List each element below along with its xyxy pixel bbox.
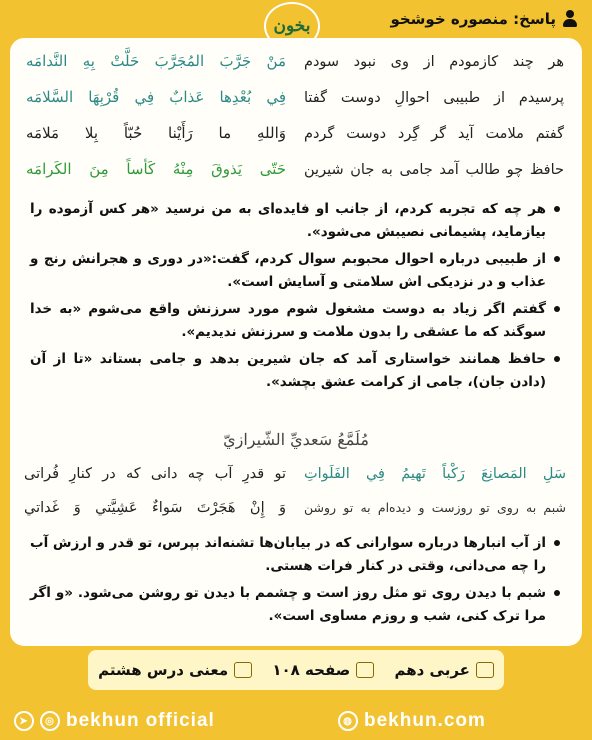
graduation-cap-icon — [476, 662, 494, 678]
globe-icon: ◍ — [338, 711, 358, 731]
logo-text: بخون — [273, 16, 311, 36]
section-title: مُلَمَّعُ سَعديِّ الشّيرازيّ — [223, 430, 369, 449]
persian-hemistich: هر چند کازمودم از وی نبود سودم — [304, 54, 564, 70]
persian-hemistich: تو قدرِ آب چه دانی که در کنارِ فُراتی — [24, 466, 286, 482]
book-icon — [356, 662, 374, 678]
user-icon — [234, 662, 252, 678]
social-brand: bekhun — [66, 710, 140, 731]
translation-item: از آب انبارها درباره سوارانی که در بیابان‌ها تشنه‌اند بپرس، تو قدر و ارزش آب را چه می‌دانی، وقتی در کنار فرات هستی. — [30, 532, 560, 578]
translation-item: هر چه که تجربه کردم، از جانب او فایده‌ای به من نرسید «هر کس آزموده را بیازماید، پشیمانی نصیبش می‌شود». — [30, 198, 560, 244]
social-suffix: official — [145, 710, 215, 731]
page-label: صفحه ۱۰۸ — [272, 661, 374, 679]
arabic-hemistich: فِي بُعْدِها عَذابٌ فِي قُرْبِهَا السَّلامَه — [26, 88, 286, 106]
translation-item: گفتم اگر زیاد به دوست مشغول شوم مورد سرزنش واقع می‌شوم «به خدا سوگند که ما عشقی را بدون ملامت و سرزنش ندیدیم». — [30, 298, 560, 344]
poem-line — [10, 86, 582, 120]
website-url: bekhun.com — [364, 710, 486, 731]
arabic-hemistich: وَ إِنْ هَجَرْتَ سَواءٌ عَشِيَّتي وَ غَداتي — [24, 500, 286, 516]
poem-line — [10, 50, 582, 84]
lesson-info-bar — [88, 650, 504, 690]
translation-list — [30, 532, 560, 632]
instagram-icon[interactable]: ◎ — [40, 711, 60, 731]
lesson-label: معنی درس هشتم — [98, 661, 252, 679]
persian-hemistich: حافظ چو طالب آمد جامی به جان شیرین — [304, 162, 564, 178]
translation-item: حافظ همانند خواستاری آمد که جان شیرین بدهد و جامی بستاند «تا از آن (دادن جان)، جامی از کرامت عشق بچشد». — [30, 348, 560, 394]
telegram-icon[interactable]: ➤ — [14, 711, 34, 731]
arabic-hemistich: وَاللهِ ما رَأَيْنا حُبّاً بِلا مَلامَه — [26, 124, 286, 142]
author-label: پاسخ: منصوره خوشخو — [390, 10, 556, 28]
arabic-hemistich: حَتّى يَذوقَ مِنْهُ كَأساً مِنَ الكَرامَه — [26, 160, 286, 178]
poem-line — [10, 158, 582, 192]
persian-hemistich: شبم به روی تو روزست و دیده‌ام به تو روشن — [304, 500, 566, 515]
poem-line — [10, 122, 582, 156]
grade-label: عربی دهم — [394, 661, 493, 679]
translation-list — [30, 198, 560, 398]
social-handle[interactable] — [14, 710, 215, 732]
author-line — [390, 8, 578, 30]
translation-item: شبم با دیدن روی تو مثل روز است و چشمم با دیدن تو روشن می‌شود. «و اگر مرا ترک کنی، شب و روزم مساوی است». — [30, 582, 560, 628]
content-card — [10, 38, 582, 646]
persian-hemistich: گفتم ملامت آید گر گِرد دوست گردم — [304, 126, 564, 142]
arabic-hemistich: مَنْ جَرَّبَ المُجَرَّبَ حَلَّتْ بِهِ النَّدامَه — [26, 52, 286, 70]
arabic-hemistich: سَلِ المَصانِعَ رَكْباً تَهيمُ فِي الفَلَواتِ — [304, 466, 566, 482]
poem-line — [10, 462, 582, 494]
poem-line — [10, 496, 582, 528]
website-link[interactable] — [338, 710, 486, 732]
persian-hemistich: پرسیدم از طبیبی احوالِ دوست گفتا — [304, 90, 564, 106]
user-icon — [562, 10, 578, 28]
translation-item: از طبیبی درباره احوال محبوبم سوال کردم، گفت:«در دوری و هجرانش رنج و عذاب و در نزدیکی اش سلامتی و آسایش است». — [30, 248, 560, 294]
